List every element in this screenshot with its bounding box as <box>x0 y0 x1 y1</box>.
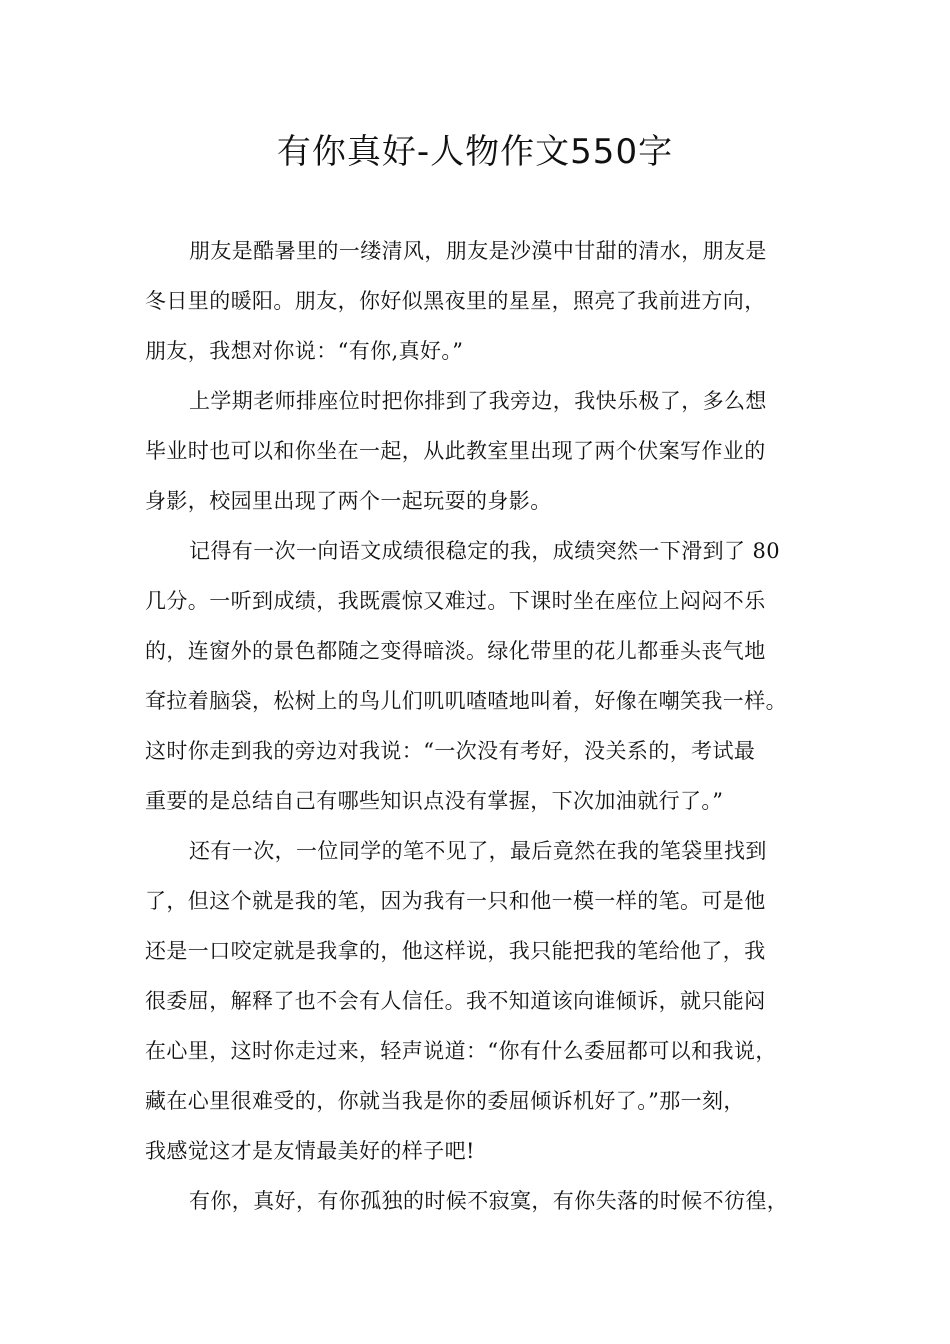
paragraph-1-line-3: 朋友，我想对你说：“有你,真好。” <box>145 339 464 363</box>
paragraph-3-line-3: 的，连窗外的景色都随之变得暗淡。绿化带里的花儿都垂头丧气地 <box>145 639 766 663</box>
paragraph-1-line-2: 冬日里的暖阳。朋友，你好似黑夜里的星星，照亮了我前进方向， <box>145 289 766 313</box>
paragraph-3-line-4: 耷拉着脑袋，松树上的鸟儿们叽叽喳喳地叫着，好像在嘲笑我一样。 <box>145 689 787 713</box>
paragraph-4-line-7: 我感觉这才是友情最美好的样子吧! <box>145 1139 475 1163</box>
paragraph-4-line-5: 在心里，这时你走过来，轻声说道：“你有什么委屈都可以和我说， <box>145 1039 777 1063</box>
paragraph-1-line-1: 朋友是酷暑里的一缕清风，朋友是沙漠中甘甜的清水，朋友是 <box>189 239 767 263</box>
paragraph-4-line-1: 还有一次，一位同学的笔不见了，最后竟然在我的笔袋里找到 <box>189 839 767 863</box>
paragraph-3-line-6: 重要的是总结自己有哪些知识点没有掌握，下次加油就行了。” <box>145 789 724 813</box>
document-title: 有你真好-人物作文550字 <box>276 132 674 172</box>
paragraph-3-line-1: 记得有一次一向语文成绩很稳定的我，成绩突然一下滑到了 80 <box>189 539 780 563</box>
paragraph-2-line-3: 身影，校园里出现了两个一起玩耍的身影。 <box>145 489 552 513</box>
paragraph-4-line-2: 了，但这个就是我的笔，因为我有一只和他一模一样的笔。可是他 <box>145 889 766 913</box>
paragraph-4-line-4: 很委屈，解释了也不会有人信任。我不知道该向谁倾诉，就只能闷 <box>145 989 766 1013</box>
paragraph-4-line-3: 还是一口咬定就是我拿的，他这样说，我只能把我的笔给他了，我 <box>145 939 766 963</box>
paragraph-3-line-2: 几分。一听到成绩，我既震惊又难过。下课时坐在座位上闷闷不乐 <box>145 589 766 613</box>
paragraph-5-line-1: 有你，真好，有你孤独的时候不寂寞，有你失落的时候不彷徨， <box>189 1189 789 1213</box>
paragraph-2-line-2: 毕业时也可以和你坐在一起，从此教室里出现了两个伏案写作业的 <box>145 439 766 463</box>
paragraph-3-line-5: 这时你走到我的旁边对我说：“一次没有考好，没关系的，考试最 <box>145 739 756 763</box>
paragraph-4-line-6: 藏在心里很难受的，你就当我是你的委屈倾诉机好了。”那一刻， <box>145 1089 745 1113</box>
paragraph-2-line-1: 上学期老师排座位时把你排到了我旁边，我快乐极了，多么想 <box>189 389 767 413</box>
